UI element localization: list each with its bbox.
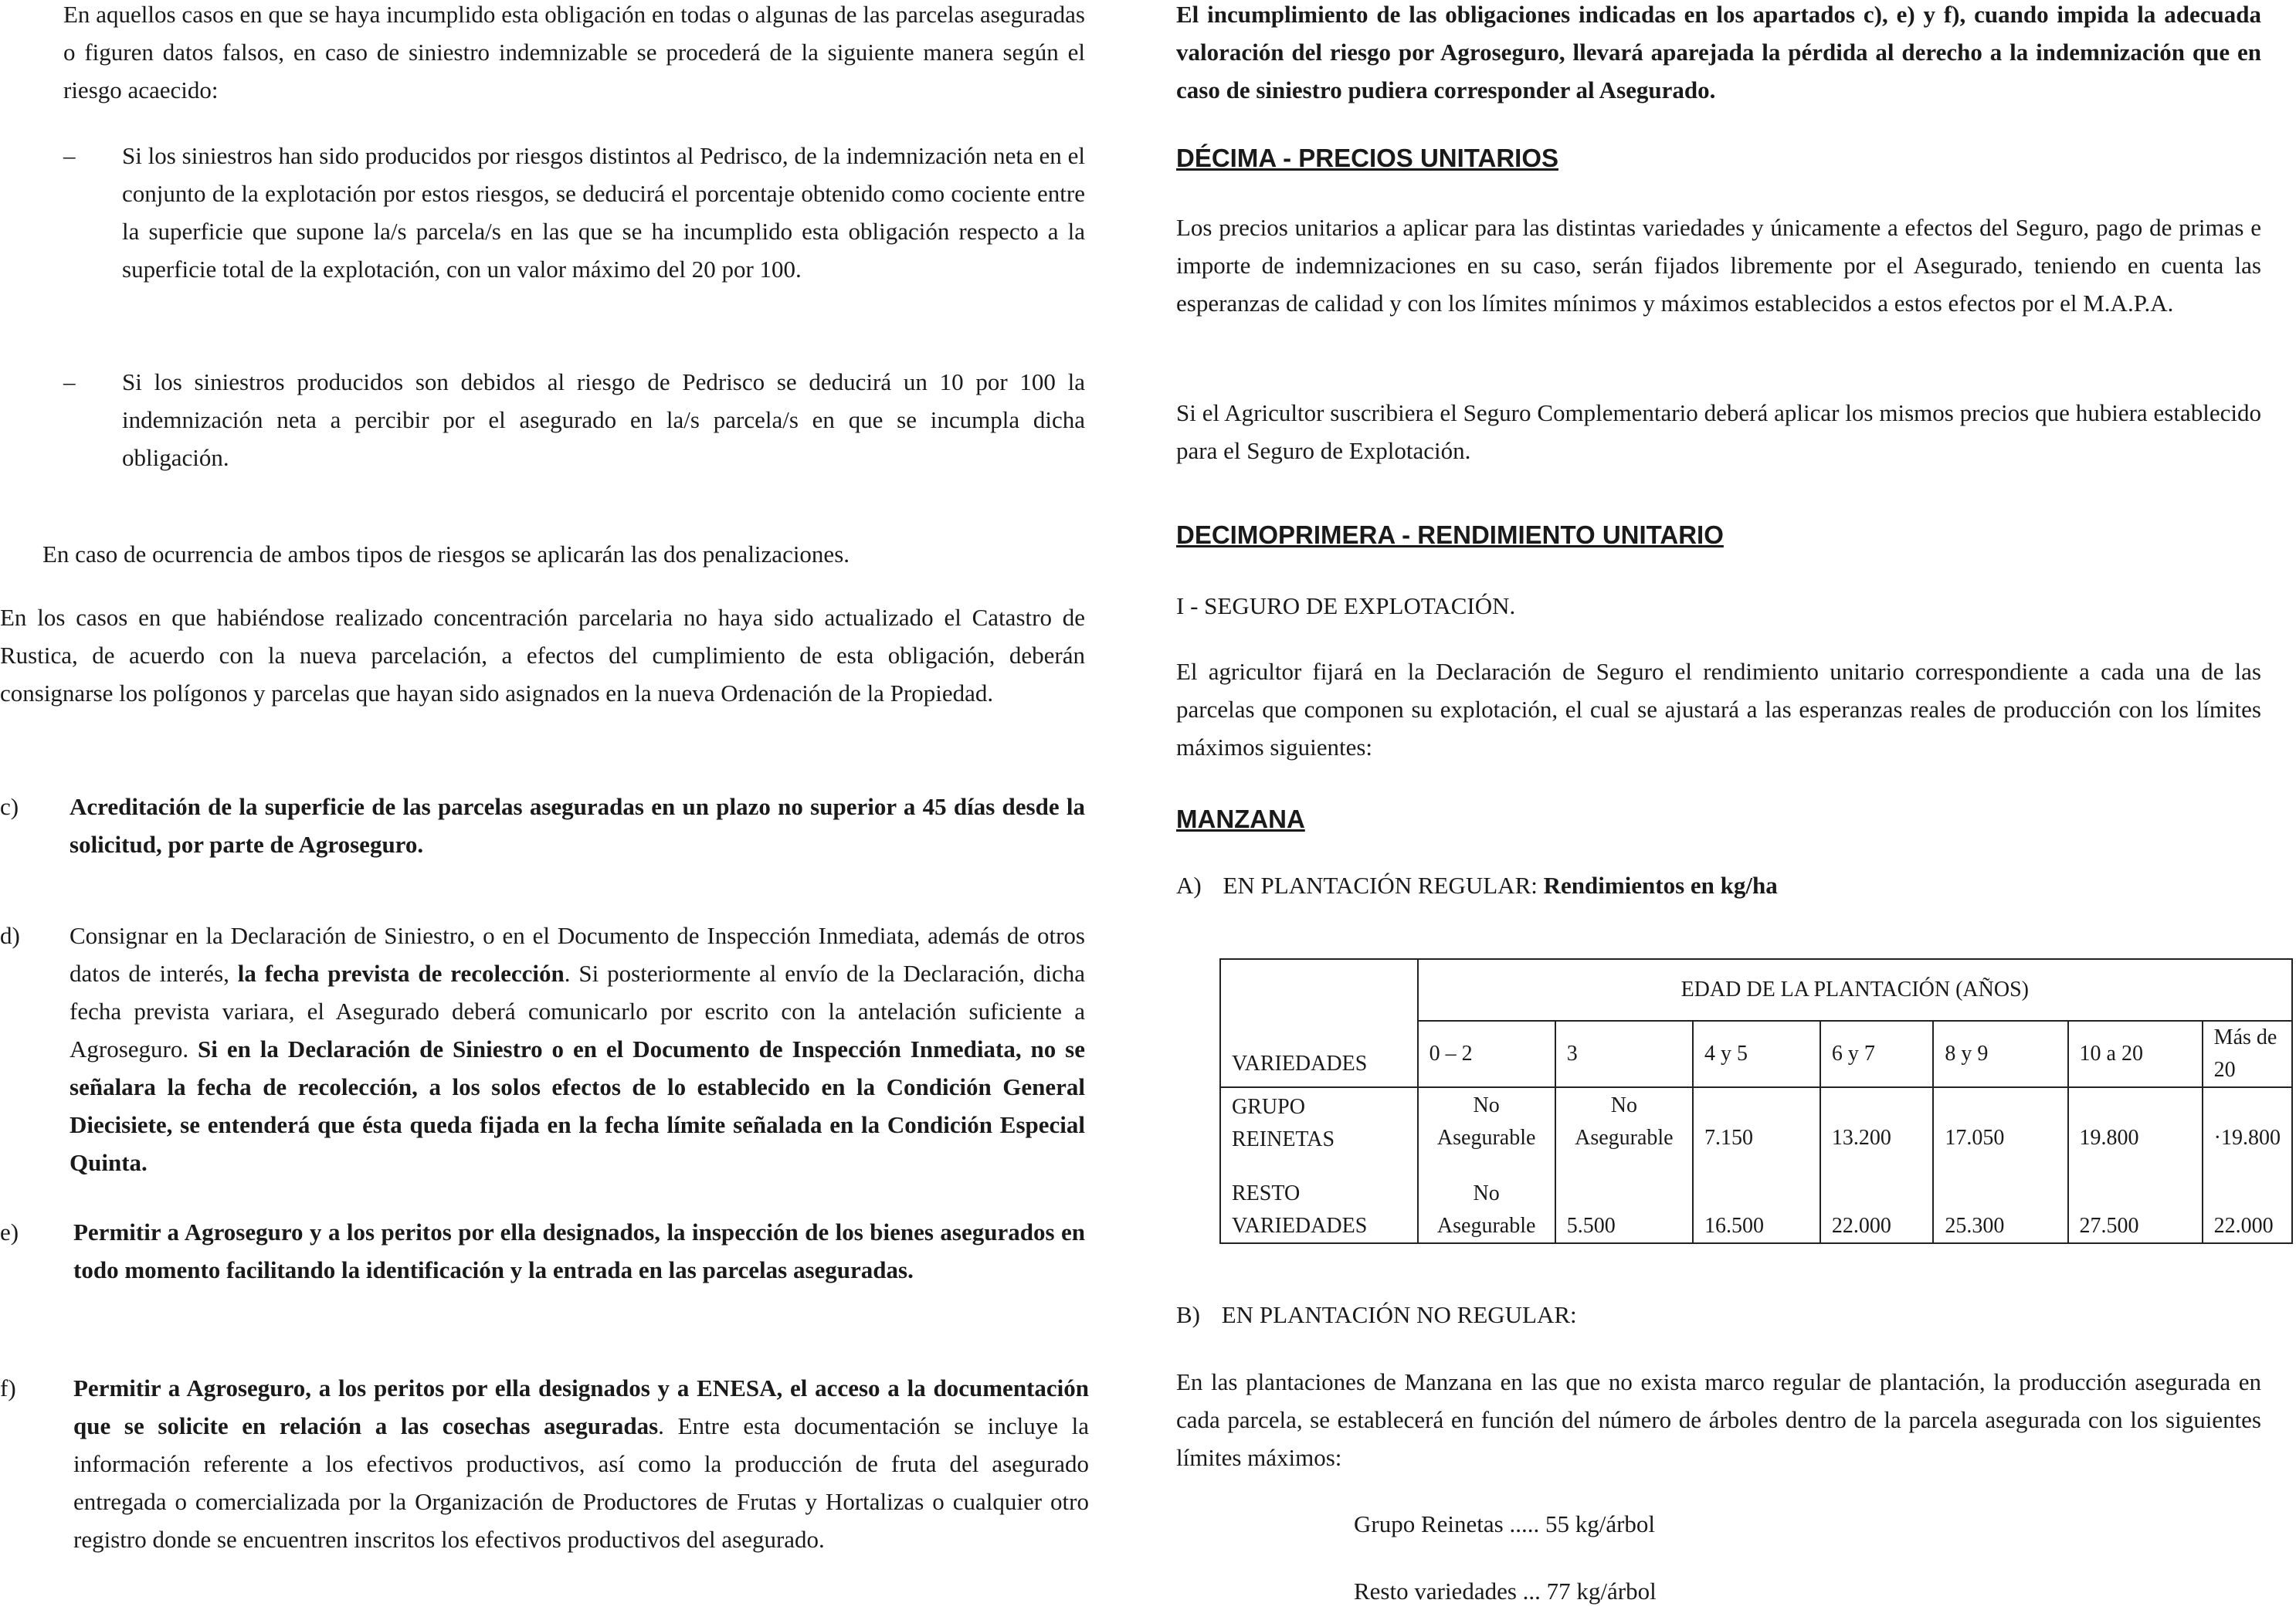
cell: 19.800 bbox=[2068, 1087, 2203, 1156]
col-header: 10 a 20 bbox=[2068, 1021, 2203, 1087]
col-header: 4 y 5 bbox=[1693, 1021, 1820, 1087]
precios-paragraph: Los precios unitarios a aplicar para las distintas variedades y únicamente a efectos del Seguro, pago de primas e importe de indemnizaciones en su caso, serán fijados libremente por el Asegurado, teniendo en cuenta las esperanzas de calidad y con los límites mínimos y máximos establecidos a estos efectos por el M.A.P.A. bbox=[1176, 214, 2261, 317]
rendimiento-paragraph: El agricultor fijará en la Declaración de Seguro el rendimiento unitario correspondiente a cada una de las parcelas que componen su explotación, el cual se ajustará a las esperanzas reales de producción con los límites máximos siguientes: bbox=[1176, 658, 2261, 761]
item-d-text: Consignar en la Declaración de Siniestro, o en el Documento de Inspección Inmediata, además de otros datos de interés, la fecha prevista de recolección. Si posteriormente al envío de la Declaración, dicha fecha prevista variara, el Asegurado deberá comunicarlo por escrito con la antelación suficiente a Agroseguro. Si en la Declaración de Siniestro o en el Documento de Inspección Inmediata, no se señalara la fecha de recolección, a los solos efectos de lo establecido en la Condición General Diecisiete, se entenderá que ésta queda fijada en la fecha límite señalada en la Condición Especial Quinta. bbox=[70, 922, 1086, 1176]
row-name: GRUPO REINETAS bbox=[1220, 1087, 1418, 1156]
cell: 13.200 bbox=[1820, 1087, 1934, 1156]
no-regular-paragraph: En las plantaciones de Manzana en las que no exista marco regular de plantación, la producción asegurada en cada parcela, se establecerá en función del número de árboles dentro de la parcela asegurada con los siguientes límites máximos: bbox=[1176, 1368, 2261, 1471]
item-c-label: c) bbox=[0, 793, 19, 820]
col-header: 3 bbox=[1555, 1021, 1693, 1087]
cell: No Asegurable bbox=[1418, 1087, 1555, 1156]
concentracion-paragraph: En los casos en que habiéndose realizado concentración parcelaria no haya sido actualizado el Catastro de Rustica, de acuerdo con la nueva parcelación, a efectos del cumplimiento de esta obligación, deberán consignarse los polígonos y parcelas que hayan sido asignados en la nueva Ordenación de la Propiedad. bbox=[0, 604, 1085, 707]
incumplimiento-paragraph: El incumplimiento de las obligaciones indicadas en los apartados c), e) y f), cuando impida la adecuada valoración del riesgo por Agroseguro, llevará aparejada la pérdida al derecho a la indemnización que en caso de siniestro pudiera corresponder al Asegurado. bbox=[1176, 1, 2261, 103]
heading-decimoprimera: DECIMOPRIMERA - RENDIMIENTO UNITARIO bbox=[1176, 520, 1724, 549]
item-e: e) Permitir a Agroseguro y a los peritos por ella designados, la inspección de los bienes asegurados en todo momento facilitando la identificación y la entrada en las parcelas aseguradas. bbox=[0, 1213, 1085, 1289]
item-f-label: f) bbox=[0, 1374, 16, 1402]
cell: No Asegurable bbox=[1555, 1087, 1693, 1156]
item-f-text: Permitir a Agroseguro, a los peritos por ella designados y a ENESA, el acceso a la documentación que se solicite en relación a las cosechas aseguradas. Entre esta documentación se incluye la información referente a los efectivos productivos, así como la producción de fruta del asegurado entregada o comercializada por la Organización de Productores de Frutas y Hortalizas o cualquier otro registro donde se encuentren inscritos los efectivos productivos del asegurado. bbox=[73, 1374, 1089, 1553]
cell: No Asegurable bbox=[1418, 1156, 1555, 1243]
item-c: c) Acreditación de la superficie de las parcelas aseguradas en un plazo no superior a 45 días desde la solicitud, por parte de Agroseguro. bbox=[0, 788, 1085, 863]
cell: 22.000 bbox=[1820, 1156, 1934, 1243]
table-row-reinetas bbox=[1220, 1087, 2292, 1156]
row-name: RESTO VARIEDADES bbox=[1220, 1156, 1418, 1243]
bullet-pedrisco-other: – Si los siniestros han sido producidos por riesgos distintos al Pedrisco, de la indemnización neta en el conjunto de la explotación por estos riesgos, se deducirá el porcentaje obtenido como cociente entre la superficie que supone la/s parcela/s en las que se ha incumplido esta obligación respecto a la superficie total de la explotación, con un valor máximo del 20 por 100. bbox=[63, 137, 1085, 288]
header-edad: EDAD DE LA PLANTACIÓN (AÑOS) bbox=[1418, 959, 2292, 1021]
col-header: 6 y 7 bbox=[1820, 1021, 1934, 1087]
bullet-pedrisco: – Si los siniestros producidos son debidos al riesgo de Pedrisco se deducirá un 10 por 100 la indemnización neta a percibir por el asegurado en la/s parcela/s en que se incumpla dicha obligación. bbox=[63, 363, 1085, 476]
seguro-explotacion-heading: I - SEGURO DE EXPLOTACIÓN. bbox=[1176, 592, 1516, 619]
dash-marker: – bbox=[63, 142, 76, 169]
limit-reinetas: Grupo Reinetas ..... 55 kg/árbol bbox=[1354, 1510, 1656, 1537]
cell: 17.050 bbox=[1933, 1087, 2067, 1156]
plantacion-regular-heading: A) EN PLANTACIÓN REGULAR: Rendimientos en kg/ha bbox=[1176, 872, 1778, 899]
header-variedades: VARIEDADES bbox=[1220, 959, 1418, 1087]
cell: 5.500 bbox=[1555, 1156, 1693, 1243]
item-e-label: e) bbox=[0, 1219, 19, 1246]
item-d bbox=[0, 917, 1085, 1181]
both-risks-paragraph: En caso de ocurrencia de ambos tipos de riesgos se aplicarán las dos penalizaciones. bbox=[42, 541, 850, 568]
col-header: 0 – 2 bbox=[1418, 1021, 1555, 1087]
heading-decima: DÉCIMA - PRECIOS UNITARIOS bbox=[1176, 144, 1559, 172]
cell: 16.500 bbox=[1693, 1156, 1820, 1243]
col-header: 8 y 9 bbox=[1933, 1021, 2067, 1087]
table-row-resto bbox=[1220, 1156, 2292, 1243]
limit-resto: Resto variedades ... 77 kg/árbol bbox=[1354, 1578, 1657, 1605]
col-header: Más de 20 bbox=[2203, 1021, 2292, 1087]
intro-paragraph: En aquellos casos en que se haya incumplido esta obligación en todas o algunas de las parcelas aseguradas o figuren datos falsos, en caso de siniestro indemnizable se procederá de la siguiente manera según el riesgo acaecido: bbox=[63, 1, 1085, 103]
cell: ·19.800 bbox=[2203, 1087, 2292, 1156]
plantacion-no-regular-heading: B) EN PLANTACIÓN NO REGULAR: bbox=[1176, 1301, 1577, 1328]
cell: 22.000 bbox=[2203, 1156, 2292, 1243]
cell: 27.500 bbox=[2068, 1156, 2203, 1243]
cell: 25.300 bbox=[1933, 1156, 2067, 1243]
rendimientos-table bbox=[1219, 958, 2293, 1244]
heading-manzana: MANZANA bbox=[1176, 805, 1305, 833]
item-d-label: d) bbox=[0, 922, 20, 949]
dash-marker: – bbox=[63, 368, 76, 395]
item-f bbox=[0, 1369, 1089, 1558]
complementario-paragraph: Si el Agricultor suscribiera el Seguro Complementario deberá aplicar los mismos precios que hubiera establecido para el Seguro de Explotación. bbox=[1176, 399, 2261, 464]
cell: 7.150 bbox=[1693, 1087, 1820, 1156]
